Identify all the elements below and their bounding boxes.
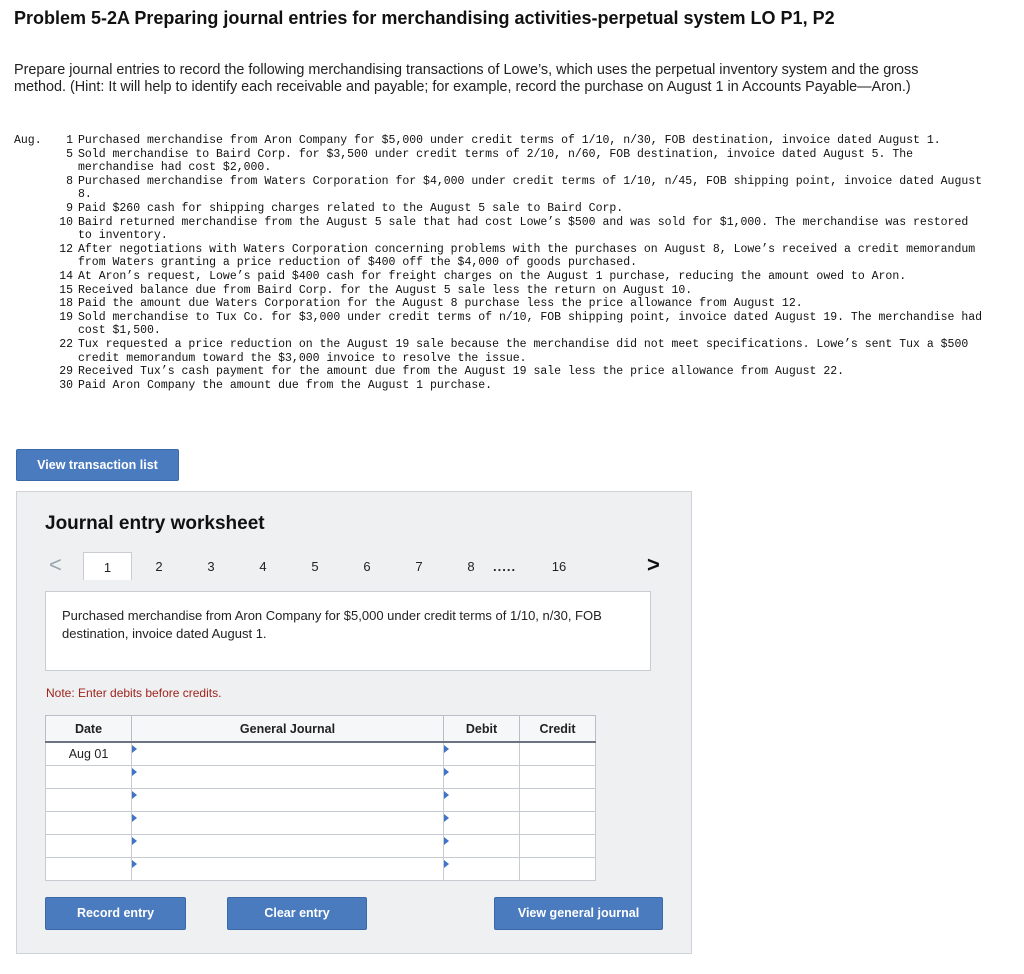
tab-3[interactable]: 3 <box>207 559 215 574</box>
transaction-text: Sold merchandise to Tux Co. for $3,000 under credit terms of n/10, FOB shipping point, invoice dated August 19. The merchandise had cost $1,500. <box>78 310 989 338</box>
debit-input[interactable] <box>444 835 520 858</box>
credit-input[interactable] <box>520 789 596 812</box>
tab-4[interactable]: 4 <box>259 559 267 574</box>
transaction-item <box>14 202 988 216</box>
credit-column-header: Credit <box>520 716 596 743</box>
input-marker-icon <box>444 791 449 799</box>
transaction-day: 14 <box>59 269 73 283</box>
tab-1[interactable]: 1 <box>83 552 132 580</box>
tab-2[interactable]: 2 <box>155 559 163 574</box>
debit-input[interactable] <box>444 766 520 789</box>
account-dropdown[interactable] <box>132 766 444 789</box>
transaction-item <box>14 379 988 393</box>
dropdown-marker-icon <box>132 791 137 799</box>
transaction-day: 19 <box>59 310 73 324</box>
input-marker-icon <box>444 860 449 868</box>
credit-input[interactable] <box>520 812 596 835</box>
transaction-item <box>14 338 988 365</box>
transaction-text: Paid $260 cash for shipping charges related to the August 5 sale to Baird Corp. <box>78 201 624 215</box>
transaction-day: 18 <box>59 297 73 311</box>
transaction-text: Purchased merchandise from Aron Company for $5,000 under credit terms of 1/10, n/30, FOB destination, invoice dated August 1. <box>78 134 941 147</box>
journal-row <box>46 812 596 835</box>
transaction-item <box>14 270 988 284</box>
dropdown-marker-icon <box>132 745 137 753</box>
transaction-text: Sold merchandise to Baird Corp. for $3,500 under credit terms of 2/10, n/60, FOB destination, invoice dated August 5. The merchandise had cost $2,000. <box>78 147 920 175</box>
input-marker-icon <box>444 768 449 776</box>
clear-entry-button[interactable]: Clear entry <box>227 897 367 930</box>
transaction-item <box>14 134 988 148</box>
view-general-journal-button[interactable]: View general journal <box>494 897 663 930</box>
tab-6[interactable]: 6 <box>363 559 371 574</box>
transaction-day: 8 <box>66 174 73 188</box>
input-marker-icon <box>444 837 449 845</box>
account-dropdown[interactable] <box>132 742 444 766</box>
transaction-text: Received balance due from Baird Corp. for the August 5 sale less the return on August 10. <box>78 283 693 297</box>
account-dropdown[interactable] <box>132 835 444 858</box>
journal-row <box>46 742 596 766</box>
account-dropdown[interactable] <box>132 858 444 881</box>
date-cell <box>46 835 132 858</box>
debit-input[interactable] <box>444 812 520 835</box>
tab-5[interactable]: 5 <box>311 559 319 574</box>
transaction-item <box>14 284 988 298</box>
tab-7[interactable]: 7 <box>415 559 423 574</box>
record-entry-button[interactable]: Record entry <box>45 897 186 930</box>
worksheet-title: Journal entry worksheet <box>45 513 265 534</box>
transaction-text: Received Tux’s cash payment for the amount due from the August 19 sale less the price allowance from August 22. <box>78 365 845 379</box>
dropdown-marker-icon <box>132 837 137 845</box>
transaction-description: Purchased merchandise from Aron Company for $5,000 under credit terms of 1/10, n/30, FOB destination, invoice dated August 1. <box>45 591 651 671</box>
tab-8[interactable]: 8 <box>467 559 475 574</box>
tab-16[interactable]: 16 <box>551 559 567 574</box>
input-marker-icon <box>444 745 449 753</box>
journal-row <box>46 766 596 789</box>
date-column-header: Date <box>46 716 132 743</box>
credit-input[interactable] <box>520 835 596 858</box>
date-cell <box>46 789 132 812</box>
credit-input[interactable] <box>520 742 596 766</box>
journal-row <box>46 789 596 812</box>
transaction-item <box>14 175 988 202</box>
transaction-day: 10 <box>59 215 73 229</box>
transaction-item <box>14 365 988 379</box>
transaction-day: 5 <box>66 147 73 161</box>
view-transaction-list-button[interactable]: View transaction list <box>16 449 179 481</box>
account-dropdown[interactable] <box>132 812 444 835</box>
transaction-text: Paid the amount due Waters Corporation for the August 8 purchase less the price allowance from August 12. <box>78 297 803 311</box>
transaction-day: 9 <box>66 201 73 215</box>
date-cell <box>46 858 132 881</box>
debit-input[interactable] <box>444 858 520 881</box>
dropdown-marker-icon <box>132 814 137 822</box>
transaction-list <box>14 134 988 392</box>
journal-row <box>46 858 596 881</box>
transaction-text: At Aron’s request, Lowe’s paid $400 cash for freight charges on the August 1 purchase, reducing the amount owed to Aron. <box>78 269 907 283</box>
problem-instructions: Prepare journal entries to record the following merchandising transactions of Lowe’s, which uses the perpetual inventory system and the gross method. (Hint: It will help to identify each receivable and payable; for example, record the purchase on August 1 in Accounts Payable—Aron.) <box>14 62 919 95</box>
transaction-month: Aug. <box>14 134 42 147</box>
debit-input[interactable] <box>444 742 520 766</box>
input-marker-icon <box>444 814 449 822</box>
date-cell: Aug 01 <box>46 742 132 766</box>
transaction-text: Purchased merchandise from Waters Corporation for $4,000 under credit terms of 1/10, n/45, FOB shipping point, invoice dated August 8. <box>78 174 989 202</box>
problem-title: Problem 5-2A Preparing journal entries for merchandising activities-perpetual system LO P1, P2 <box>14 8 835 28</box>
tab-ellipsis: ..... <box>493 559 517 574</box>
date-cell <box>46 766 132 789</box>
journal-row <box>46 835 596 858</box>
transaction-day: 12 <box>59 242 73 256</box>
transaction-text: After negotiations with Waters Corporation concerning problems with the purchases on August 8, Lowe’s received a credit memorandum from Waters granting a price reduction of $400 off the $4,000 of goods purchased. <box>78 242 983 270</box>
debit-input[interactable] <box>444 789 520 812</box>
transaction-day: 1 <box>66 134 73 147</box>
transaction-day: 15 <box>59 283 73 297</box>
journal-entry-worksheet <box>16 491 692 954</box>
transaction-item <box>14 216 988 243</box>
account-dropdown[interactable] <box>132 789 444 812</box>
transaction-item <box>14 148 988 175</box>
credit-input[interactable] <box>520 766 596 789</box>
dropdown-marker-icon <box>132 860 137 868</box>
date-cell <box>46 812 132 835</box>
journal-table <box>45 715 596 881</box>
debit-column-header: Debit <box>444 716 520 743</box>
transaction-item <box>14 243 988 270</box>
dropdown-marker-icon <box>132 768 137 776</box>
transaction-text: Paid Aron Company the amount due from the August 1 purchase. <box>78 378 493 392</box>
transaction-day: 22 <box>59 337 73 351</box>
transaction-text: Tux requested a price reduction on the August 19 sale because the merchandise did not meet specifications. Lowe’s sent Tux a $500 credit memorandum toward the $3,000 invoice to resolve the issue. <box>78 337 976 365</box>
next-arrow-icon[interactable]: > <box>647 552 660 577</box>
general-journal-column-header: General Journal <box>132 716 444 743</box>
previous-arrow-icon[interactable]: < <box>49 552 62 577</box>
credit-input[interactable] <box>520 858 596 881</box>
transaction-item <box>14 311 988 338</box>
transaction-item <box>14 297 988 311</box>
transaction-text: Baird returned merchandise from the August 5 sale that had cost Lowe’s $500 and was sold for $1,000. The merchandise was restored to inventory. <box>78 215 976 243</box>
transaction-day: 30 <box>59 378 73 392</box>
transaction-day: 29 <box>59 365 73 379</box>
entry-note: Note: Enter debits before credits. <box>46 686 222 700</box>
